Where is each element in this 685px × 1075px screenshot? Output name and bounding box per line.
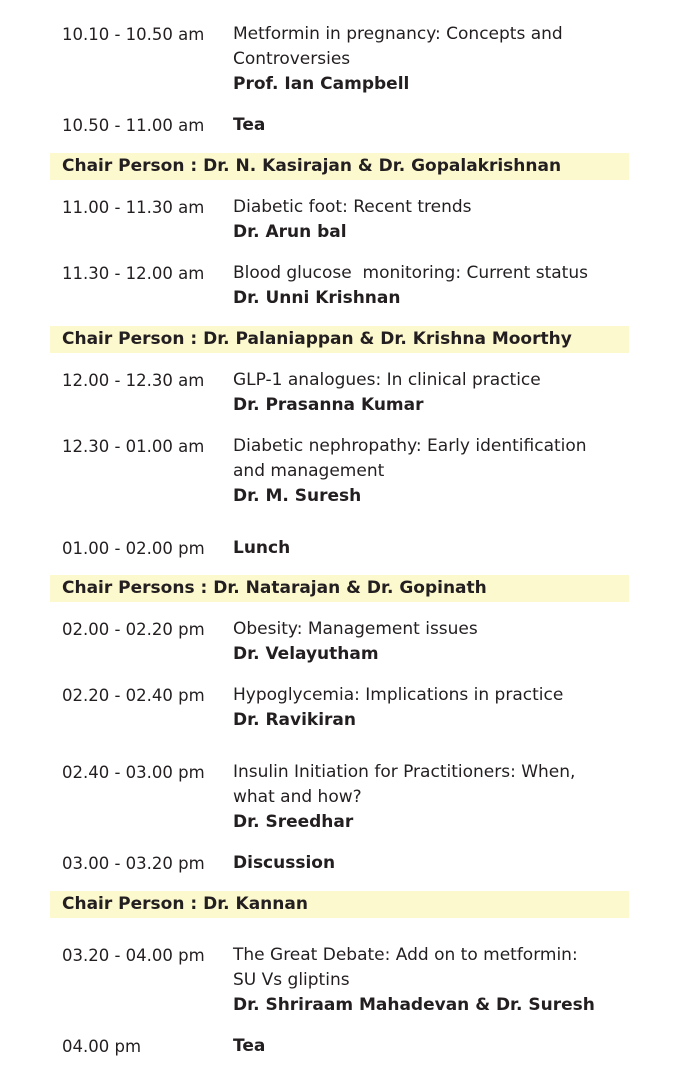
chair-person-banner: Chair Person : Dr. N. Kasirajan & Dr. Gopalakrishnan <box>50 153 629 180</box>
session-title: Blood glucose monitoring: Current status <box>233 263 588 283</box>
session-time: 03.20 - 04.00 pm <box>62 946 205 965</box>
session-speaker: Prof. Ian Campbell <box>233 74 410 94</box>
session-speaker: Dr. Prasanna Kumar <box>233 395 424 415</box>
session-title: Hypoglycemia: Implications in practice <box>233 685 564 705</box>
session-speaker: Dr. M. Suresh <box>233 486 362 506</box>
session-time: 10.10 - 10.50 am <box>62 25 205 44</box>
session-content <box>233 851 633 876</box>
session-title-line: Insulin Initiation for Practitioners: When, <box>233 762 576 782</box>
chair-person-banner: Chair Persons : Dr. Natarajan & Dr. Gopinath <box>50 575 629 602</box>
session-time: 12.30 - 01.00 am <box>62 437 205 456</box>
session-speaker: Dr. Arun bal <box>233 222 347 242</box>
session-title-line: Diabetic nephropathy: Early identification <box>233 436 587 456</box>
session-title: Diabetic foot: Recent trends <box>233 197 472 217</box>
session-content <box>233 1034 633 1059</box>
session-time: 10.50 - 11.00 am <box>62 116 205 135</box>
session-content <box>233 683 633 733</box>
session-title: Obesity: Management issues <box>233 619 478 639</box>
session-content <box>233 261 633 311</box>
break-title: Discussion <box>233 853 336 873</box>
session-title-line: what and how? <box>233 787 362 807</box>
session-content <box>233 536 633 561</box>
session-content <box>233 22 633 97</box>
session-time: 03.00 - 03.20 pm <box>62 854 205 873</box>
session-content <box>233 434 633 509</box>
session-speaker: Dr. Sreedhar <box>233 812 354 832</box>
session-time: 11.30 - 12.00 am <box>62 264 205 283</box>
session-speaker: Dr. Unni Krishnan <box>233 288 401 308</box>
session-title-line: The Great Debate: Add on to metformin: <box>233 945 578 965</box>
session-content <box>233 195 633 245</box>
session-speaker: Dr. Ravikiran <box>233 710 357 730</box>
session-content <box>233 113 633 138</box>
session-time: 01.00 - 02.00 pm <box>62 539 205 558</box>
chair-person-banner: Chair Person : Dr. Kannan <box>50 891 629 918</box>
break-title: Tea <box>233 115 266 135</box>
session-time: 11.00 - 11.30 am <box>62 198 205 217</box>
session-title-line: SU Vs gliptins <box>233 970 350 990</box>
session-time: 12.00 - 12.30 am <box>62 371 205 390</box>
session-title: GLP-1 analogues: In clinical practice <box>233 370 541 390</box>
session-content <box>233 368 633 418</box>
session-time: 02.20 - 02.40 pm <box>62 686 205 705</box>
break-title: Lunch <box>233 538 291 558</box>
session-speaker: Dr. Velayutham <box>233 644 379 664</box>
chair-person-banner: Chair Person : Dr. Palaniappan & Dr. Krishna Moorthy <box>50 326 629 353</box>
session-title-line: and management <box>233 461 385 481</box>
session-content <box>233 617 633 667</box>
session-title-line: Metformin in pregnancy: Concepts and <box>233 24 563 44</box>
session-speaker: Dr. Shriraam Mahadevan & Dr. Suresh <box>233 995 595 1015</box>
session-title-line: Controversies <box>233 49 351 69</box>
session-content <box>233 943 633 1018</box>
session-time: 04.00 pm <box>62 1037 142 1056</box>
session-time: 02.00 - 02.20 pm <box>62 620 205 639</box>
break-title: Tea <box>233 1036 266 1056</box>
session-time: 02.40 - 03.00 pm <box>62 763 205 782</box>
session-content <box>233 760 633 835</box>
